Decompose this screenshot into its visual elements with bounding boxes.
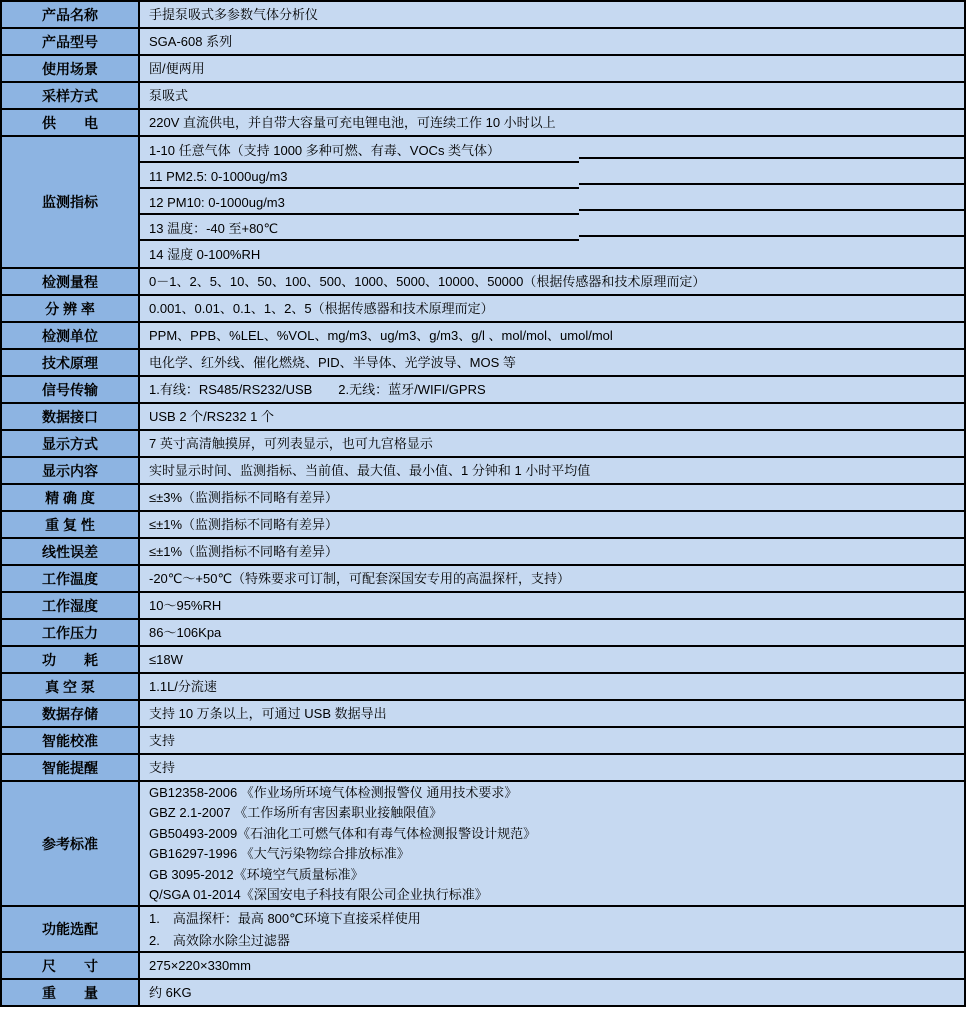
subrow-text: 13 温度：-40 至+80℃ xyxy=(149,220,279,236)
row-value xyxy=(140,296,964,321)
row-label: 工作温度 xyxy=(2,566,140,591)
row-label: 精 确 度 xyxy=(2,485,140,510)
spec-subrow xyxy=(140,864,964,885)
row-text: 220V 直流供电，并自带大容量可充电锂电池，可连续工作 10 小时以上 xyxy=(149,115,556,130)
spec-row xyxy=(2,647,964,674)
row-label: 功 耗 xyxy=(2,647,140,672)
row-value xyxy=(140,137,964,267)
row-label: 监测指标 xyxy=(2,137,140,267)
row-label: 真 空 泵 xyxy=(2,674,140,699)
subrow-text: 11 PM2.5: 0-1000ug/m3 xyxy=(149,168,288,184)
row-value xyxy=(140,782,964,905)
subrow-text: GB16297-1996 《大气污染物综合排放标准》 xyxy=(149,846,410,862)
row-value xyxy=(140,620,964,645)
row-label: 功能选配 xyxy=(2,907,140,951)
row-value xyxy=(140,269,964,294)
spec-subrow xyxy=(140,803,964,824)
row-value xyxy=(140,907,964,951)
row-value xyxy=(140,431,964,456)
spec-row xyxy=(2,56,964,83)
row-label: 检测单位 xyxy=(2,323,140,348)
spec-row xyxy=(2,980,964,1007)
row-value xyxy=(140,404,964,429)
row-label: 数据接口 xyxy=(2,404,140,429)
row-value xyxy=(140,29,964,54)
subrow-text: Q/SGA 01-2014《深国安电子科技有限公司企业执行标准》 xyxy=(149,887,488,903)
spec-subrow xyxy=(140,823,964,844)
row-text: USB 2 个/RS232 1 个 xyxy=(149,409,274,424)
spec-subrow xyxy=(140,885,964,906)
row-value xyxy=(140,701,964,726)
spec-subrow xyxy=(140,782,964,803)
spec-row xyxy=(2,620,964,647)
subrow-text: 1-10 任意气体（支持 1000 多种可燃、有毒、VOCs 类气体） xyxy=(149,142,501,158)
row-value xyxy=(140,980,964,1005)
row-label: 智能提醒 xyxy=(2,755,140,780)
row-label: 技术原理 xyxy=(2,350,140,375)
row-value xyxy=(140,83,964,108)
spec-row xyxy=(2,296,964,323)
row-value xyxy=(140,953,964,978)
row-label: 重 复 性 xyxy=(2,512,140,537)
row-value xyxy=(140,56,964,81)
spec-subrow xyxy=(140,929,964,951)
spec-row xyxy=(2,485,964,512)
row-label: 参考标准 xyxy=(2,782,140,905)
spec-subrow xyxy=(140,163,964,189)
row-value xyxy=(140,593,964,618)
spec-row xyxy=(2,458,964,485)
row-value xyxy=(140,458,964,483)
row-text: 1.1L/分流速 xyxy=(149,679,217,694)
row-text: 约 6KG xyxy=(149,985,192,1000)
row-text: 支持 10 万条以上，可通过 USB 数据导出 xyxy=(149,706,387,721)
row-label: 线性误差 xyxy=(2,539,140,564)
row-label: 供 电 xyxy=(2,110,140,135)
row-text: 1.有线：RS485/RS232/USB 2.无线：蓝牙/WIFI/GPRS xyxy=(149,382,486,397)
row-text: 固/便两用 xyxy=(149,61,205,76)
subrow-text: GB 3095-2012《环境空气质量标准》 xyxy=(149,866,364,882)
row-text: ≤±1%（监测指标不同略有差异） xyxy=(149,544,339,559)
row-value xyxy=(140,647,964,672)
row-text: 支持 xyxy=(149,760,176,775)
row-label: 智能校准 xyxy=(2,728,140,753)
row-label: 重 量 xyxy=(2,980,140,1005)
row-label: 信号传输 xyxy=(2,377,140,402)
row-label: 数据存储 xyxy=(2,701,140,726)
subrow-text: GB12358-2006 《作业场所环境气体检测报警仪 通用技术要求》 xyxy=(149,784,518,800)
spec-row xyxy=(2,137,964,269)
row-text: ≤±3%（监测指标不同略有差异） xyxy=(149,490,339,505)
subrow-text: GB50493-2009《石油化工可燃气体和有毒气体检测报警设计规范》 xyxy=(149,825,537,841)
separator-line xyxy=(579,183,964,185)
spec-row xyxy=(2,2,964,29)
separator-line xyxy=(579,157,964,159)
subrow-text: 1. 高温探杆：最高 800℃环境下直接采样使用 xyxy=(149,910,421,926)
row-label: 显示内容 xyxy=(2,458,140,483)
row-label: 使用场景 xyxy=(2,56,140,81)
row-text: 电化学、红外线、催化燃烧、PID、半导体、光学波导、MOS 等 xyxy=(149,355,516,370)
spec-row xyxy=(2,110,964,137)
row-text: ≤18W xyxy=(149,652,183,667)
spec-subrow xyxy=(140,215,964,241)
spec-row xyxy=(2,674,964,701)
row-value xyxy=(140,728,964,753)
row-label: 工作压力 xyxy=(2,620,140,645)
row-label: 采样方式 xyxy=(2,83,140,108)
spec-row xyxy=(2,907,964,953)
row-label: 检测量程 xyxy=(2,269,140,294)
row-text: SGA-608 系列 xyxy=(149,34,233,49)
spec-subrow xyxy=(140,907,964,929)
row-text: ≤±1%（监测指标不同略有差异） xyxy=(149,517,339,532)
spec-row xyxy=(2,404,964,431)
subrow-text: GBZ 2.1-2007 《工作场所有害因素职业接触限值》 xyxy=(149,805,443,821)
spec-row xyxy=(2,512,964,539)
row-label: 产品型号 xyxy=(2,29,140,54)
row-text: 275×220×330mm xyxy=(149,958,251,973)
row-value xyxy=(140,323,964,348)
spec-row xyxy=(2,377,964,404)
row-value xyxy=(140,485,964,510)
spec-row xyxy=(2,83,964,110)
row-text: 泵吸式 xyxy=(149,88,189,103)
row-value xyxy=(140,566,964,591)
row-label: 尺 寸 xyxy=(2,953,140,978)
row-text: 实时显示时间、监测指标、当前值、最大值、最小值、1 分钟和 1 小时平均值 xyxy=(149,463,591,478)
spec-row xyxy=(2,593,964,620)
spec-subrow xyxy=(140,137,964,163)
row-text: -20℃～+50℃（特殊要求可订制，可配套深国安专用的高温探杆，支持） xyxy=(149,571,571,586)
spec-row xyxy=(2,701,964,728)
row-value xyxy=(140,512,964,537)
row-value xyxy=(140,377,964,402)
spec-subrow xyxy=(140,241,964,267)
spec-row xyxy=(2,782,964,907)
subrow-text: 12 PM10: 0-1000ug/m3 xyxy=(149,194,285,210)
spec-row xyxy=(2,269,964,296)
row-value xyxy=(140,110,964,135)
row-value xyxy=(140,755,964,780)
row-value xyxy=(140,539,964,564)
row-text: 7 英寸高清触摸屏，可列表显示，也可九宫格显示 xyxy=(149,436,433,451)
spec-row xyxy=(2,323,964,350)
spec-row xyxy=(2,953,964,980)
separator-line xyxy=(579,235,964,237)
row-label: 产品名称 xyxy=(2,2,140,27)
separator-line xyxy=(579,209,964,211)
row-text: 支持 xyxy=(149,733,176,748)
subrow-text: 14 湿度 0-100%RH xyxy=(149,246,261,262)
spec-row xyxy=(2,350,964,377)
row-label: 分 辨 率 xyxy=(2,296,140,321)
spec-row xyxy=(2,539,964,566)
row-text: 手提泵吸式多参数气体分析仪 xyxy=(149,7,319,22)
spec-subrow xyxy=(140,844,964,865)
spec-row xyxy=(2,728,964,755)
spec-subrow xyxy=(140,189,964,215)
spec-row xyxy=(2,566,964,593)
spec-row xyxy=(2,29,964,56)
row-text: 0.001、0.01、0.1、1、2、5（根据传感器和技术原理而定） xyxy=(149,301,494,316)
row-text: PPM、PPB、%LEL、%VOL、mg/m3、ug/m3、g/m3、g/l 、mol/mol、umol/mol xyxy=(149,328,613,343)
row-label: 显示方式 xyxy=(2,431,140,456)
row-text: 0－1、2、5、10、50、100、500、1000、5000、10000、50000（根据传感器和技术原理而定） xyxy=(149,274,706,289)
spec-row xyxy=(2,431,964,458)
row-text: 10～95%RH xyxy=(149,598,222,613)
row-label: 工作湿度 xyxy=(2,593,140,618)
subrow-text: 2. 高效除水除尘过滤器 xyxy=(149,932,290,948)
spec-row xyxy=(2,755,964,782)
row-value xyxy=(140,2,964,27)
row-value xyxy=(140,350,964,375)
row-value xyxy=(140,674,964,699)
row-text: 86～106Kpa xyxy=(149,625,222,640)
